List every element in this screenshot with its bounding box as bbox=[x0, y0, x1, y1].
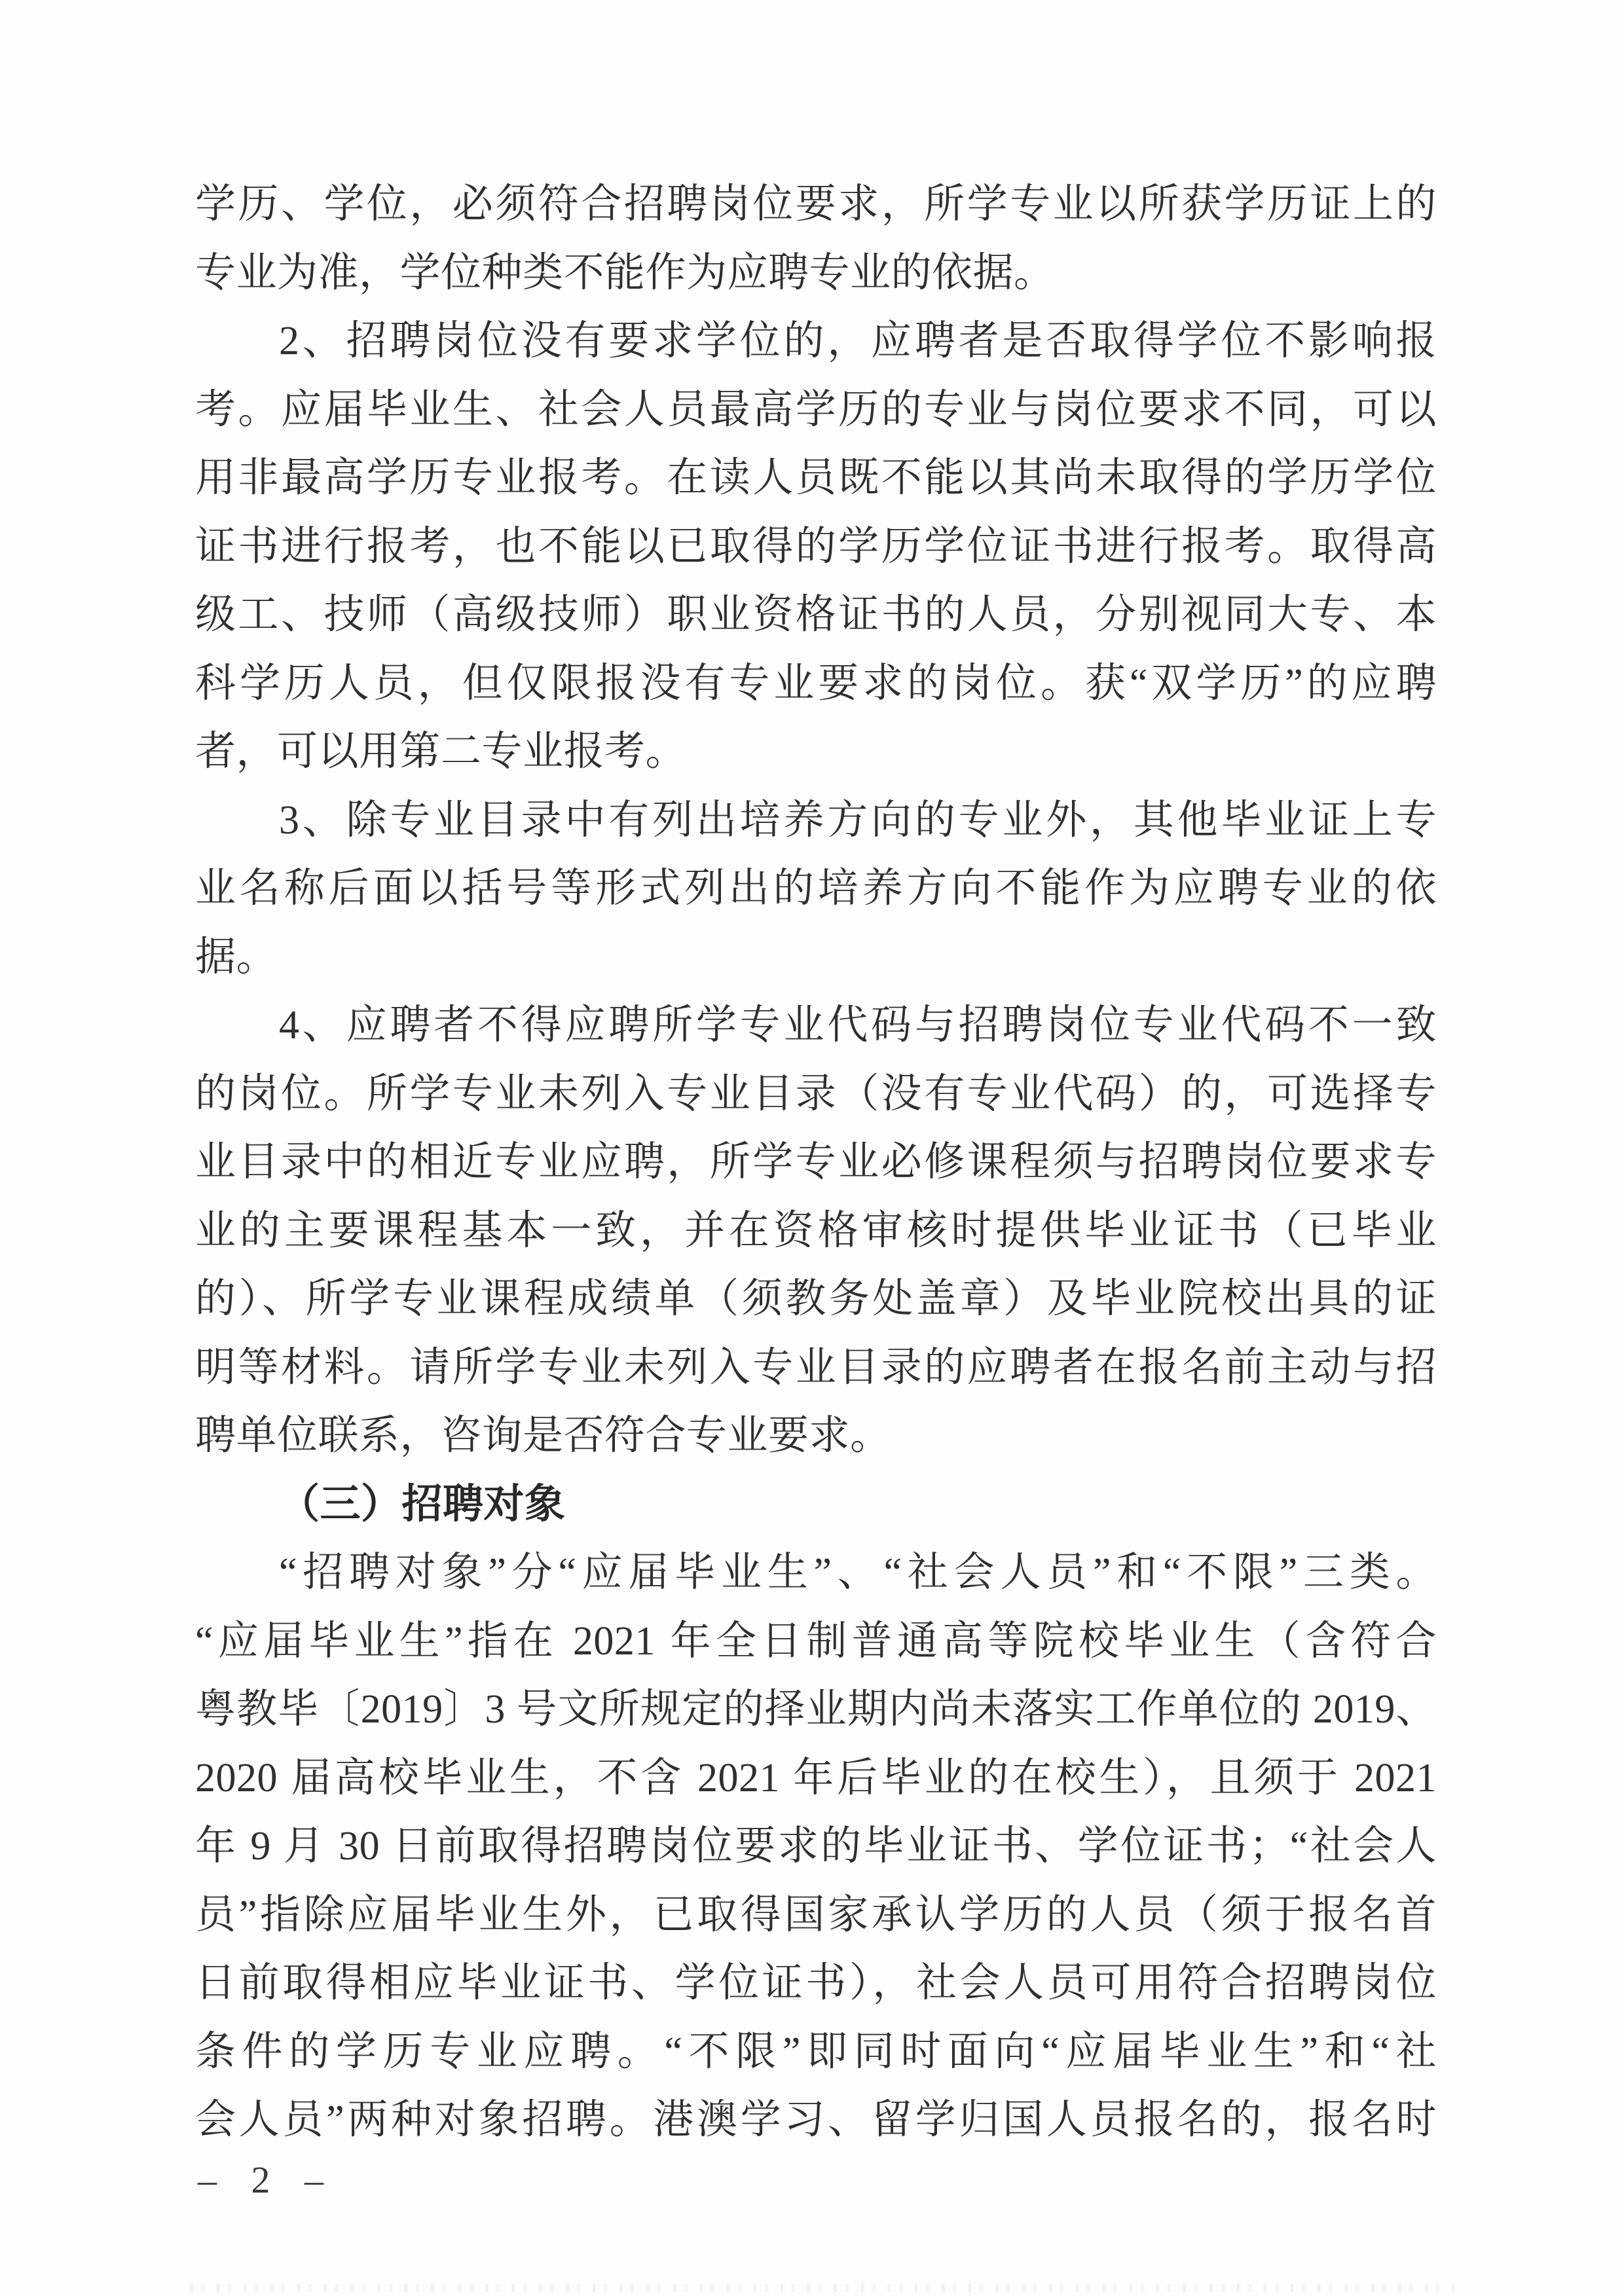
text-line: 考。应届毕业生、社会人员最高学历的专业与岗位要求不同，可以 bbox=[195, 387, 1437, 432]
paragraph bbox=[195, 1539, 1437, 2155]
section-heading bbox=[195, 1470, 1437, 1539]
text-line: 的）、所学专业课程成绩单（须教务处盖章）及毕业院校出具的证 bbox=[195, 1277, 1437, 1321]
text-line: 2、招聘岗位没有要求学位的，应聘者是否取得学位不影响报 bbox=[279, 319, 1437, 363]
text-line: 专业为准，学位种类不能作为应聘专业的依据。 bbox=[195, 250, 1055, 295]
text-line: 粤教毕〔2019〕3 号文所规定的择业期内尚未落实工作单位的 2019、 bbox=[195, 1687, 1437, 1732]
text-line: 日前取得相应毕业证书、学位证书），社会人员可用符合招聘岗位 bbox=[195, 1961, 1437, 2005]
text-line: 科学历人员，但仅限报没有专业要求的岗位。获“双学历”的应聘 bbox=[195, 661, 1437, 706]
text-line: （三）招聘对象 bbox=[279, 1482, 566, 1527]
text-line: 证书进行报考，也不能以已取得的学历学位证书进行报考。取得高 bbox=[195, 524, 1437, 569]
text-line: 条件的学历专业应聘。“不限”即同时面向“应届毕业生”和“社 bbox=[195, 2029, 1437, 2074]
text-block bbox=[195, 170, 1437, 2155]
text-line: 年 9 月 30 日前取得招聘岗位要求的毕业证书、学位证书；“社会人 bbox=[195, 1824, 1437, 1868]
paragraph bbox=[195, 307, 1437, 786]
paragraph bbox=[195, 170, 1437, 307]
text-line: 会人员”两种对象招聘。港澳学习、留学归国人员报名的，报名时 bbox=[195, 2098, 1437, 2142]
paragraph bbox=[195, 786, 1437, 992]
text-line: “招聘对象”分“应届毕业生”、“社会人员”和“不限”三类。 bbox=[279, 1550, 1437, 1595]
text-line: 4、应聘者不得应聘所学专业代码与招聘岗位专业代码不一致 bbox=[279, 1003, 1437, 1048]
paragraph bbox=[195, 991, 1437, 1470]
text-line: “应届毕业生”指在 2021 年全日制普通高等院校毕业生（含符合 bbox=[195, 1618, 1437, 1664]
text-line: 者，可以用第二专业报考。 bbox=[195, 729, 687, 774]
text-line: 业名称后面以括号等形式列出的培养方向不能作为应聘专业的依 bbox=[195, 866, 1437, 911]
page-number: – 2 – bbox=[198, 2159, 327, 2201]
text-line: 学历、学位，必须符合招聘岗位要求，所学专业以所获学历证上的 bbox=[195, 182, 1437, 227]
text-line: 业目录中的相近专业应聘，所学专业必修课程须与招聘岗位要求专 bbox=[195, 1140, 1437, 1184]
text-line: 用非最高学历专业报考。在读人员既不能以其尚未取得的学历学位 bbox=[195, 456, 1437, 500]
next-line-cutoff-artifact bbox=[190, 2284, 1454, 2292]
text-line: 明等材料。请所学专业未列入专业目录的应聘者在报名前主动与招 bbox=[195, 1345, 1437, 1390]
text-line: 聘单位联系，咨询是否符合专业要求。 bbox=[195, 1413, 891, 1458]
text-line: 业的主要课程基本一致，并在资格审核时提供毕业证书（已毕业 bbox=[195, 1208, 1437, 1253]
text-line: 据。 bbox=[195, 934, 278, 979]
text-line: 3、除专业目录中有列出培养方向的专业外，其他毕业证上专 bbox=[279, 797, 1437, 843]
text-line: 级工、技师（高级技师）职业资格证书的人员，分别视同大专、本 bbox=[195, 592, 1437, 637]
text-line: 2020 届高校毕业生，不含 2021 年后毕业的在校生），且须于 2021 bbox=[195, 1755, 1437, 1800]
text-line: 员”指除应届毕业生外，已取得国家承认学历的人员（须于报名首 bbox=[195, 1892, 1437, 1937]
text-line: 的岗位。所学专业未列入专业目录（没有专业代码）的，可选择专 bbox=[195, 1071, 1437, 1116]
